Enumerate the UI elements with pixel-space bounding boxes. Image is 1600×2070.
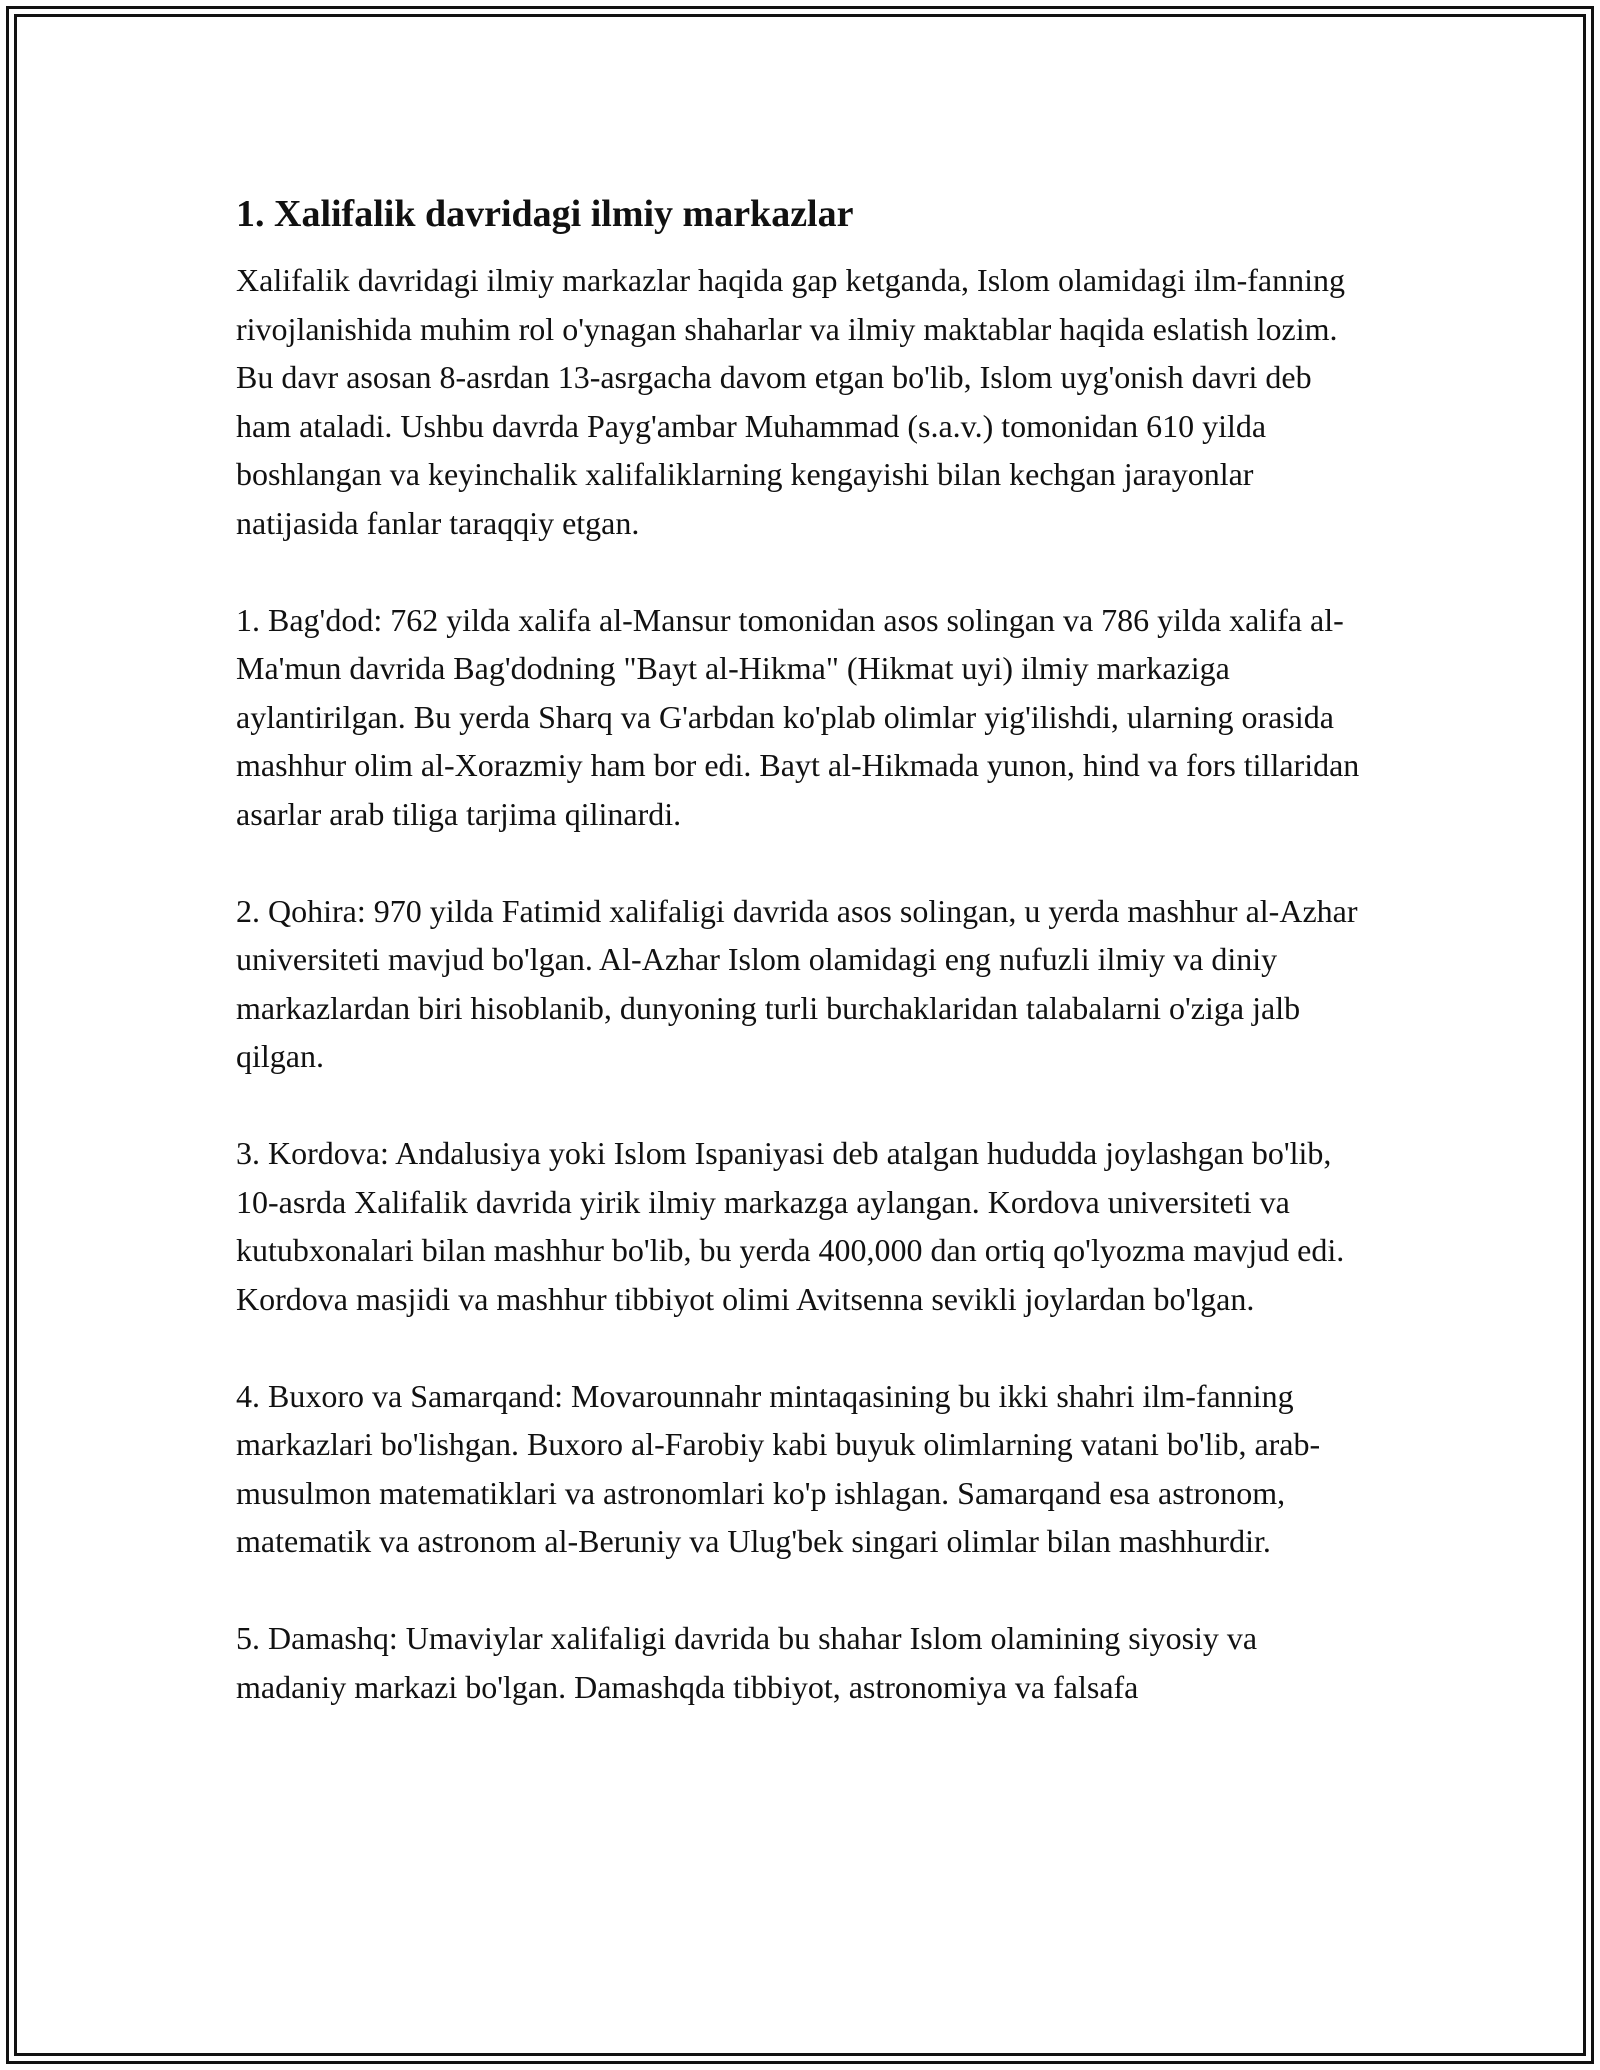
paragraph-cairo: 2. Qohira: 970 yilda Fatimid xalifaligi davrida asos solingan, u yerda mashhur al-Azhar universiteti mavjud bo'lgan. Al-Azhar Islom olamidagi eng nufuzli ilmiy va diniy markazlardan biri hisoblanib, dunyoning turli burchaklaridan talabalarni o'ziga jalb qilgan.	[236, 892, 1358, 1074]
section-heading: 1. Xalifalik davridagi ilmiy markazlar	[236, 193, 854, 235]
document-body	[236, 188, 1366, 1760]
paragraph-cordoba: 3. Kordova: Andalusiya yoki Islom Ispaniyasi deb atalgan hududda joylashgan bo'lib, 10-asrda Xalifalik davrida yirik ilmiy markazga aylangan. Kordova universiteti va kutubxonalari bilan mashhur bo'lib, bu yerda 400,000 dan ortiq qo'lyozma mavjud edi. Kordova masjidi va mashhur tibbiyot olimi Avitsenna sevikli joylardan bo'lgan.	[236, 1135, 1345, 1317]
intro-paragraph: Xalifalik davridagi ilmiy markazlar haqida gap ketganda, Islom olamidagi ilm-fanning rivojlanishida muhim rol o'ynagan shaharlar va ilmiy maktablar haqida eslatish lozim. Bu davr asosan 8-asrdan 13-asrgacha davom etgan bo'lib, Islom uyg'onish davri deb ham ataladi. Ushbu davrda Payg'ambar Muhammad (s.a.v.) tomonidan 610 yilda boshlangan va keyinchalik xalifaliklarning kengayishi bilan kechgan jarayonlar natijasida fanlar taraqqiy etgan.	[236, 262, 1345, 541]
paragraph-baghdad: 1. Bag'dod: 762 yilda xalifa al-Mansur tomonidan asos solingan va 786 yilda xalifa al-Ma'mun davrida Bag'dodning "Bayt al-Hikma" (Hikmat uyi) ilmiy markaziga aylantirilgan. Bu yerda Sharq va G'arbdan ko'plab olimlar yig'ilishdi, ularning orasida mashhur olim al-Xorazmiy ham bor edi. Bayt al-Hikmada yunon, hind va fors tillaridan asarlar arab tiliga tarjima qilinardi.	[236, 601, 1360, 832]
paragraph-bukhara-samarkand: 4. Buxoro va Samarqand: Movarounnahr mintaqasining bu ikki shahri ilm-fanning markazlari bo'lishgan. Buxoro al-Farobiy kabi buyuk olimlarning vatani bo'lib, arab-musulmon matematiklari va astronomlari ko'p ishlagan. Samarqand esa astronom, matematik va astronom al-Beruniy va Ulug'bek singari olimlar bilan mashhurdir.	[236, 1377, 1321, 1559]
paragraph-damascus: 5. Damashq: Umaviylar xalifaligi davrida bu shahar Islom olamining siyosiy va madaniy markazi bo'lgan. Damashqda tibbiyot, astronomiya va falsafa	[236, 1620, 1258, 1705]
